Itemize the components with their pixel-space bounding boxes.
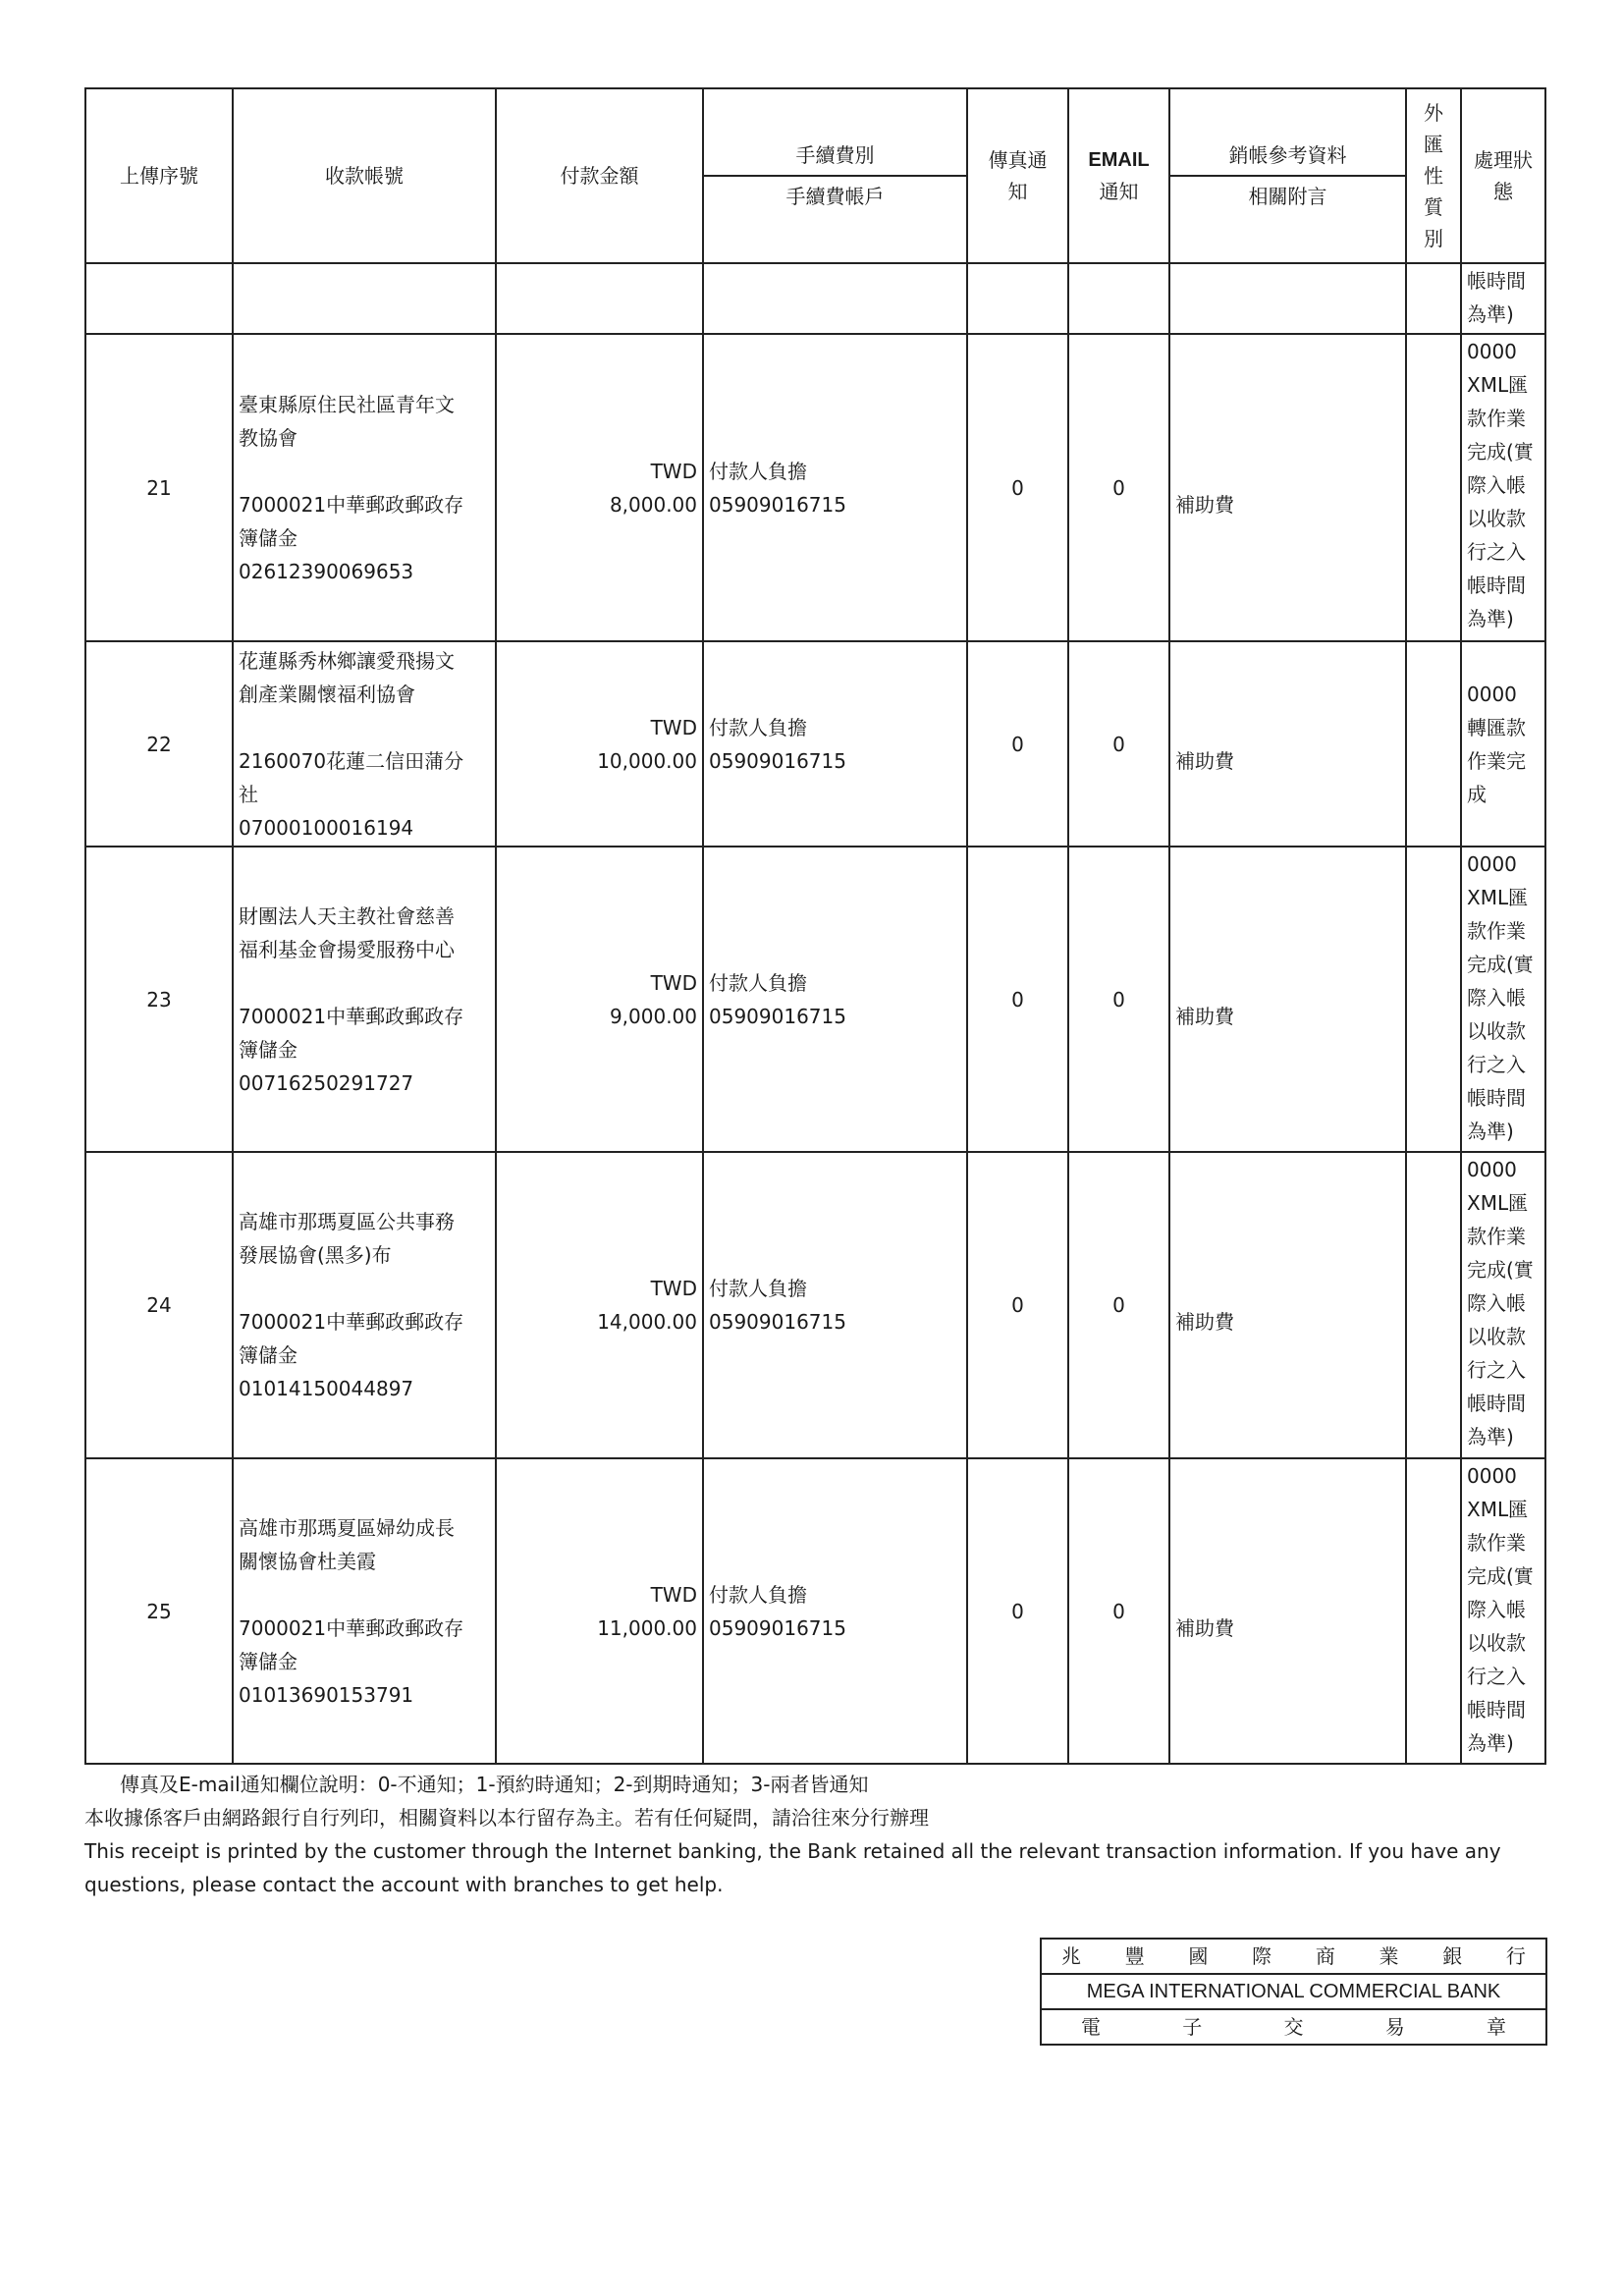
row-fx-type xyxy=(1406,641,1461,847)
row-email: 0 xyxy=(1068,1458,1169,1764)
header-fee-account: 手續費帳戶 xyxy=(785,185,885,208)
notify-legend: 傳真及E-mail通知欄位說明：0-不通知；1-預約時通知；2-到期時通知；3-兩者皆通知 xyxy=(120,1773,869,1796)
row-fee: 付款人負擔 05909016715 xyxy=(703,847,967,1152)
row-account: 高雄市那瑪夏區公共事務 發展協會(黑多)布 7000021中華郵政郵政存 簿儲金 01014150044897 xyxy=(233,1152,496,1458)
row-account: 財團法人天主教社會慈善 福利基金會揚愛服務中心 7000021中華郵政郵政存 簿儲金 00716250291727 xyxy=(233,847,496,1152)
header-fx-char: 外 xyxy=(1424,101,1443,125)
table-row xyxy=(85,641,1545,847)
bank-seal-box xyxy=(1040,1938,1547,2046)
seal-bank-name-zh: 兆 豐 國 際 商 業 銀 行 xyxy=(1042,1940,1545,1975)
seal-bank-name-en: MEGA INTERNATIONAL COMMERCIAL BANK xyxy=(1042,1975,1545,2010)
row-email: 0 xyxy=(1068,847,1169,1152)
row-fx-type xyxy=(1406,1152,1461,1458)
remittance-table xyxy=(84,87,1546,1765)
row-fax: 0 xyxy=(967,641,1068,847)
row-fee: 付款人負擔 05909016715 xyxy=(703,1152,967,1458)
row-seq: 25 xyxy=(85,1458,233,1764)
header-seq: 上傳序號 xyxy=(85,88,233,263)
row-seq: 23 xyxy=(85,847,233,1152)
table-row xyxy=(85,1152,1545,1458)
header-status-line: 處理狀 xyxy=(1474,148,1533,172)
row-email: 0 xyxy=(1068,334,1169,641)
carryover-status: 帳時間 為準) xyxy=(1461,263,1545,334)
row-status: 0000 轉匯款 作業完 成 xyxy=(1461,641,1545,847)
row-seq: 22 xyxy=(85,641,233,847)
seal-stamp-label: 電 子 交 易 章 xyxy=(1081,2015,1506,2039)
row-memo: 補助費 xyxy=(1169,1152,1406,1458)
row-memo: 補助費 xyxy=(1169,334,1406,641)
header-fx-char: 匯 xyxy=(1424,133,1443,156)
receipt-sheet xyxy=(84,87,1544,1765)
row-status: 0000 XML匯 款作業 完成(實 際入帳 以收款 行之入 帳時間 為準) xyxy=(1461,334,1545,641)
table-row xyxy=(85,334,1545,641)
row-fax: 0 xyxy=(967,1152,1068,1458)
footer-notes xyxy=(84,1768,1544,1901)
row-status: 0000 XML匯 款作業 完成(實 際入帳 以收款 行之入 帳時間 為準) xyxy=(1461,847,1545,1152)
header-amount: 付款金額 xyxy=(496,88,703,263)
header-email-notify: 通知 xyxy=(1099,180,1139,203)
header-memo xyxy=(1169,88,1406,263)
header-status-line: 態 xyxy=(1493,180,1513,203)
row-seq: 24 xyxy=(85,1152,233,1458)
header-fax xyxy=(967,88,1068,263)
header-fx-char: 質 xyxy=(1424,195,1443,219)
row-email: 0 xyxy=(1068,1152,1169,1458)
row-amount: TWD 9,000.00 xyxy=(496,847,703,1152)
row-amount: TWD 10,000.00 xyxy=(496,641,703,847)
row-memo: 補助費 xyxy=(1169,641,1406,847)
header-row xyxy=(85,88,1545,263)
row-status: 0000 XML匯 款作業 完成(實 際入帳 以收款 行之入 帳時間 為準) xyxy=(1461,1458,1545,1764)
row-fax: 0 xyxy=(967,334,1068,641)
disclaimer-en: This receipt is printed by the customer through the Internet banking, the Bank retained all the relevant transaction information. If you have any questions, please contact the account with branches to get help. xyxy=(84,1839,1501,1896)
header-status xyxy=(1461,88,1545,263)
table-row xyxy=(85,847,1545,1152)
table-row xyxy=(85,1458,1545,1764)
row-memo: 補助費 xyxy=(1169,1458,1406,1764)
carryover-row xyxy=(85,263,1545,334)
header-fee-type: 手續費別 xyxy=(704,136,966,177)
row-fx-type xyxy=(1406,847,1461,1152)
header-account: 收款帳號 xyxy=(233,88,496,263)
row-seq: 21 xyxy=(85,334,233,641)
row-amount: TWD 14,000.00 xyxy=(496,1152,703,1458)
row-account: 高雄市那瑪夏區婦幼成長 關懷協會杜美霞 7000021中華郵政郵政存 簿儲金 01013690153791 xyxy=(233,1458,496,1764)
header-fax-line: 傳真通 xyxy=(988,148,1048,172)
row-amount: TWD 8,000.00 xyxy=(496,334,703,641)
row-account: 臺東縣原住民社區青年文 教協會 7000021中華郵政郵政存 簿儲金 02612390069653 xyxy=(233,334,496,641)
row-account: 花蓮縣秀林鄉讓愛飛揚文 創產業關懷福利協會 2160070花蓮二信田蒲分 社 07000100016194 xyxy=(233,641,496,847)
row-fax: 0 xyxy=(967,847,1068,1152)
header-fx-char: 別 xyxy=(1424,227,1443,250)
header-fx-type xyxy=(1406,88,1461,263)
row-fx-type xyxy=(1406,334,1461,641)
row-memo: 補助費 xyxy=(1169,847,1406,1152)
row-email: 0 xyxy=(1068,641,1169,847)
header-fax-line: 知 xyxy=(1007,180,1028,203)
row-fax: 0 xyxy=(967,1458,1068,1764)
disclaimer-zh: 本收據係客戶由網路銀行自行列印，相關資料以本行留存為主。若有任何疑問，請洽往來分行辦理 xyxy=(84,1806,929,1830)
row-amount: TWD 11,000.00 xyxy=(496,1458,703,1764)
header-memo-msg: 相關附言 xyxy=(1248,185,1327,208)
row-fee: 付款人負擔 05909016715 xyxy=(703,334,967,641)
row-fx-type xyxy=(1406,1458,1461,1764)
row-fee: 付款人負擔 05909016715 xyxy=(703,1458,967,1764)
header-email xyxy=(1068,88,1169,263)
header-email-label: EMAIL xyxy=(1088,149,1150,171)
header-fx-char: 性 xyxy=(1424,164,1443,188)
row-fee: 付款人負擔 05909016715 xyxy=(703,641,967,847)
row-status: 0000 XML匯 款作業 完成(實 際入帳 以收款 行之入 帳時間 為準) xyxy=(1461,1152,1545,1458)
header-memo-ref: 銷帳參考資料 xyxy=(1170,136,1405,177)
header-fee xyxy=(703,88,967,263)
